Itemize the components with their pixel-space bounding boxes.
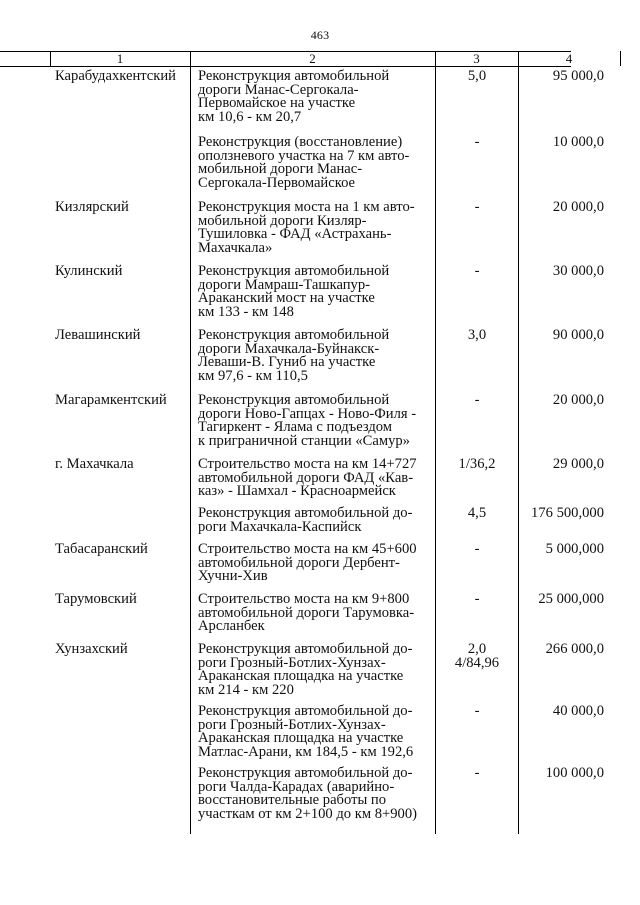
amount-cell: 25 000,000 [538, 591, 604, 607]
col-border-3 [518, 51, 519, 834]
description-cell: Строительство моста на км 45+600 автомобильной дороги Дербент- Хучни-Хив [198, 541, 417, 585]
description-cell: Реконструкция автомобильной до- роги Грозный-Ботлих-Хунзах- Араканская площадка на участке Матлас-Арани, км 184,5 - км 192,6 [198, 703, 414, 760]
district-cell: Тарумовский [55, 591, 137, 607]
amount-cell: 30 000,0 [552, 263, 604, 279]
page-number: 463 [310, 28, 330, 42]
amount-cell: 266 000,0 [545, 641, 604, 657]
header-col-1: 1 [116, 51, 124, 66]
length-cell: - [474, 134, 480, 150]
header-col-4: 4 [565, 51, 573, 66]
amount-cell: 95 000,0 [552, 68, 604, 84]
col-border-right [620, 51, 621, 66]
district-cell: Левашинский [55, 327, 141, 343]
amount-cell: 20 000,0 [552, 392, 604, 408]
description-cell: Строительство моста на км 14+727 автомобильной дороги ФАД «Кав- каз» - Шамхал - Красноармейск [198, 456, 417, 500]
col-border-1 [190, 51, 191, 834]
length-cell: - [474, 765, 480, 781]
district-cell: Карабудахкентский [55, 68, 176, 84]
amount-cell: 10 000,0 [552, 134, 604, 150]
district-cell: Магарамкентский [55, 392, 167, 408]
length-cell: - [474, 591, 480, 607]
description-cell: Реконструкция автомобильной до- роги Чалда-Карадах (аварийно- восстановительные работы по участкам от км 2+100 до км 8+900) [198, 765, 417, 822]
length-cell: 2,0 4/84,96 [454, 641, 500, 671]
length-cell: - [474, 541, 480, 557]
length-cell: - [474, 263, 480, 279]
district-cell: Кизлярский [55, 199, 129, 215]
amount-cell: 5 000,000 [545, 541, 604, 557]
length-cell: - [474, 703, 480, 719]
description-cell: Реконструкция автомобильной дороги Мамраш-Ташкапур- Араканский мост на участке км 133 - км 148 [198, 263, 390, 320]
description-cell: Реконструкция автомобильной до- роги Грозный-Ботлих-Хунзах- Араканская площадка на участке км 214 - км 220 [198, 641, 413, 698]
header-bottom-border [0, 66, 571, 67]
amount-cell: 20 000,0 [552, 199, 604, 215]
district-cell: г. Махачкала [55, 456, 134, 472]
length-cell: 4,5 [467, 505, 487, 521]
length-cell: 5,0 [467, 68, 487, 84]
description-cell: Реконструкция автомобильной дороги Махачкала-Буйнакск- Леваши-В. Гуниб на участке км 97,6 - км 110,5 [198, 327, 390, 384]
amount-cell: 100 000,0 [545, 765, 604, 781]
col-border-2 [435, 51, 436, 834]
header-col-3: 3 [473, 51, 480, 66]
district-cell: Хунзахский [55, 641, 128, 657]
district-cell: Табасаранский [55, 541, 148, 557]
description-cell: Реконструкция автомобильной до- роги Махачкала-Каспийск [198, 505, 413, 535]
amount-cell: 90 000,0 [552, 327, 604, 343]
header-col-2: 2 [309, 51, 316, 66]
description-cell: Реконструкция автомобильной дороги Ново-Гапцах - Ново-Филя - Тагиркент - Ялама с подъездом к приграничной станции «Самур» [198, 392, 417, 449]
description-cell: Реконструкция (восстановление) оползневого участка на 7 км авто- мобильной дороги Манас- Сергокала-Первомайское [198, 134, 410, 191]
description-cell: Реконструкция моста на 1 км авто- мобильной дороги Кизляр- Тушиловка - ФАД «Астрахань- Махачкала» [198, 199, 415, 256]
length-cell: - [474, 199, 480, 215]
amount-cell: 29 000,0 [552, 456, 604, 472]
district-cell: Кулинский [55, 263, 123, 279]
length-cell: 3,0 [467, 327, 487, 343]
length-cell: 1/36,2 [458, 456, 496, 472]
length-cell: - [474, 392, 480, 408]
amount-cell: 40 000,0 [552, 703, 604, 719]
description-cell: Реконструкция автомобильной дороги Манас-Сергокала- Первомайское на участке км 10,6 - км 20,7 [198, 68, 390, 125]
description-cell: Строительство моста на км 9+800 автомобильной дороги Тарумовка- Арсланбек [198, 591, 415, 635]
amount-cell: 176 500,000 [531, 505, 604, 521]
